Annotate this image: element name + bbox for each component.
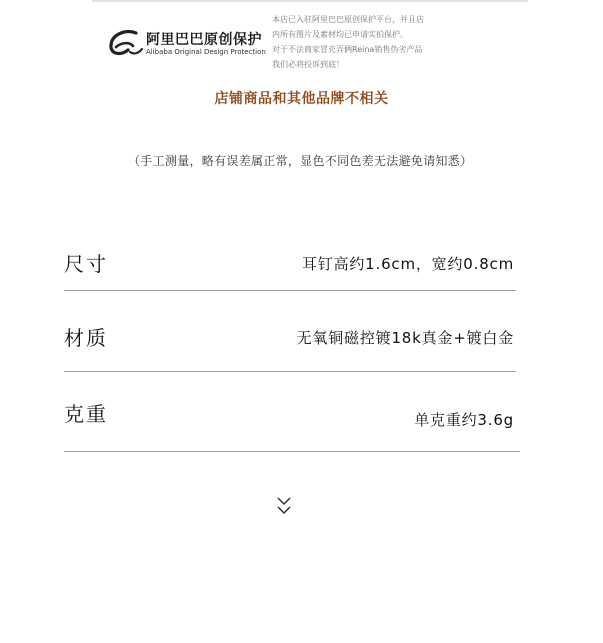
notice-line: 对于不法商家冒充弄俩Reina销售伪劣产品 <box>272 45 423 54</box>
alibaba-logo-icon <box>106 26 146 62</box>
notice-line: 我们必将投诉到底！ <box>272 60 344 69</box>
spec-divider <box>64 371 516 372</box>
top-divider <box>92 0 528 2</box>
spec-row-size <box>64 240 520 320</box>
spec-row-weight <box>64 396 520 476</box>
spec-label: 克重 <box>64 402 108 426</box>
double-chevron-down-icon <box>275 494 293 520</box>
alibaba-protection-badge <box>106 26 276 62</box>
spec-divider <box>64 451 520 452</box>
brand-name: 阿里巴巴原创保护 <box>146 32 262 48</box>
spec-label: 尺寸 <box>64 252 108 276</box>
spec-value: 耳钉高约1.6cm，宽约0.8cm <box>301 255 514 273</box>
brand-subtitle: Alibaba Original Design Protection <box>146 48 266 56</box>
spec-row-material <box>64 318 520 398</box>
spec-label: 材质 <box>64 326 108 350</box>
notice-line: 本店已入驻阿里巴巴原创保护平台，并且店 <box>272 15 424 24</box>
spec-value: 无氧铜磁控镀18k真金+镀白金 <box>296 329 514 347</box>
store-statement: 店铺商品和其他品牌不相关 <box>214 91 389 107</box>
spec-divider <box>64 290 516 291</box>
protection-notice <box>272 12 462 72</box>
spec-value: 单克重约3.6g <box>414 411 514 429</box>
notice-line: 内所有图片及素材均已申请实拍保护。 <box>272 30 408 39</box>
measurement-disclaimer: （手工测量，略有误差属正常，显色不同色差无法避免请知悉） <box>128 154 473 168</box>
